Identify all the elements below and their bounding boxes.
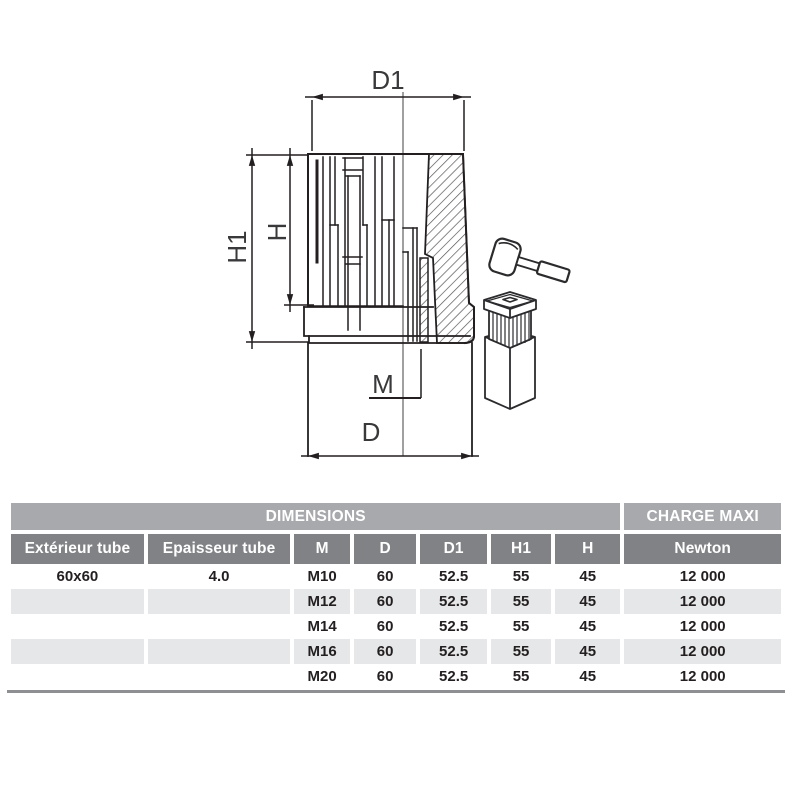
cell: 55 [491,589,551,614]
cell: M10 [294,564,350,589]
dimension-d1 [305,97,471,151]
cell: 52.5 [420,639,487,664]
insert-cross-section [304,154,474,456]
col-header-d1: D1 [420,534,487,564]
group-header-charge-maxi: CHARGE MAXI [624,503,781,534]
column-header-row [11,534,781,564]
cell [148,639,290,664]
cell: 55 [491,639,551,664]
cell [148,664,290,689]
col-header-h: H [555,534,620,564]
dimension-h1 [246,148,309,349]
spec-table-section [7,503,789,693]
table-row [11,564,781,589]
cell: 45 [555,564,620,589]
cell: 52.5 [420,614,487,639]
cell: 60 [354,664,416,689]
cell: 55 [491,564,551,589]
table-bottom-rule [7,690,785,693]
cell: 12 000 [624,589,781,614]
cell: 45 [555,664,620,689]
cell: 60 [354,564,416,589]
cell [11,614,144,639]
tube-insert-icon [484,292,536,409]
table-row [11,589,781,614]
label-h: H [262,222,292,242]
label-m: M [372,369,394,399]
cell: M16 [294,639,350,664]
cell: 12 000 [624,664,781,689]
cell [11,639,144,664]
cell: 55 [491,614,551,639]
cell: M12 [294,589,350,614]
table-row [11,664,781,689]
cell: 60 [354,589,416,614]
col-header-d: D [354,534,416,564]
label-d: D [361,417,381,447]
mallet-icon [488,237,573,293]
spec-table [7,503,785,689]
col-header-h1: H1 [491,534,551,564]
cell [11,664,144,689]
hatched-strip [420,258,428,342]
cell: 52.5 [420,664,487,689]
group-header-dimensions: DIMENSIONS [11,503,620,534]
cell: 12 000 [624,564,781,589]
col-header-epaisseur-tube: Epaisseur tube [148,534,290,564]
cell: M14 [294,614,350,639]
cell: 52.5 [420,564,487,589]
cell: 45 [555,614,620,639]
cell: 60 [354,614,416,639]
cell [148,589,290,614]
col-header-newton: Newton [624,534,781,564]
cell: 60x60 [11,564,144,589]
cell: 45 [555,589,620,614]
cell [11,589,144,614]
fin-lines [317,157,417,341]
cell: 45 [555,639,620,664]
table-row [11,614,781,639]
cell: 4.0 [148,564,290,589]
table-row [11,639,781,664]
cell: 55 [491,664,551,689]
cell: 12 000 [624,639,781,664]
cell: 60 [354,639,416,664]
col-header-exterieur-tube: Extérieur tube [11,534,144,564]
col-header-m: M [294,534,350,564]
cell: M20 [294,664,350,689]
cell: 52.5 [420,589,487,614]
label-d1: D1 [371,65,405,95]
cell: 12 000 [624,614,781,639]
label-h1: H1 [222,230,252,264]
cell [148,614,290,639]
group-header-row [11,503,781,534]
